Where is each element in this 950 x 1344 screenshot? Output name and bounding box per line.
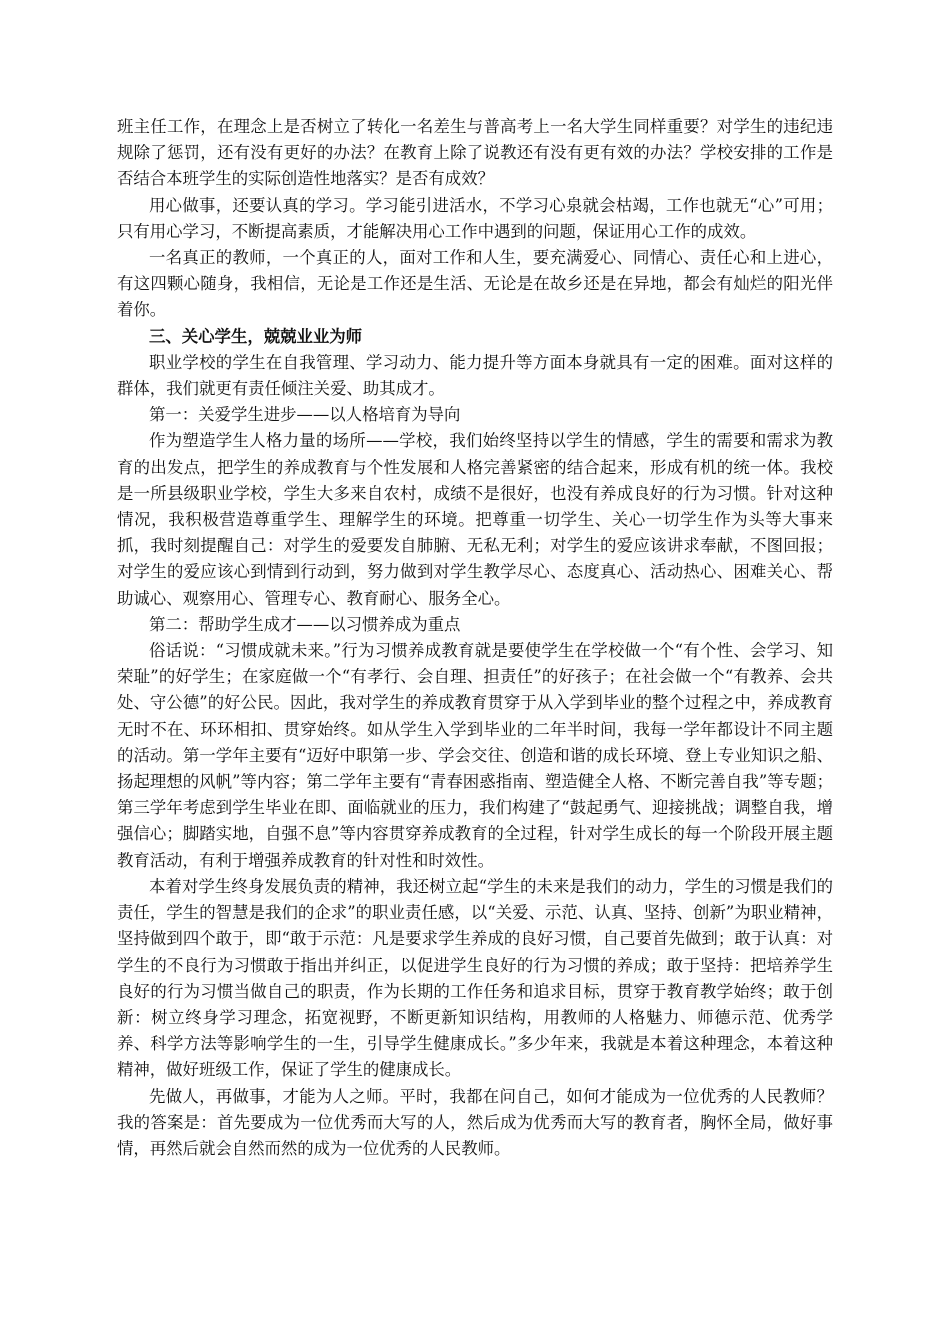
paragraph-personality: 作为塑造学生人格力量的场所——学校，我们始终坚持以学生的情感，学生的需要和需求为教育的出发点，把学生的养成教育与个性发展和人格完善紧密的结合起来，形成有机的统一体。我校是一所县级职业学校，学生大多来自农村，成绩不是很好，也没有养成良好的行为习惯。针对这种情况，我积极营造尊重学生、理解学生的环境。把尊重一切学生、关心一切学生作为头等大事来抓，我时刻提醒自己：对学生的爱要发自肺腑、无私无利；对学生的爱应该讲求奉献，不图回报；对学生的爱应该心到情到行动到，努力做到对学生教学尽心、态度真心、活动热心、困难关心、帮助诚心、观察用心、管理专心、教育耐心、服务全心。	[117, 431, 833, 608]
section-heading: 三、关心学生，兢兢业业为师	[149, 326, 363, 346]
paragraph-responsibility: 本着对学生终身发展负责的精神，我还树立起“学生的未来是我们的动力，学生的习惯是我们的责任，学生的智慧是我们的企求”的职业责任感，以“关爱、示范、认真、坚持、创新”为职业精神，坚持做到四个敢于，即“敢于示范：凡是要求学生养成的良好习惯，自己要首先做到；敢于认真：对学生的不良行为习惯敢于指出并纠正，以促进学生良好的行为习惯的养成；敢于坚持：把培养学生良好的行为习惯当做自己的职责，作为长期的工作任务和追求目标，贯穿于教育教学始终；敢于创新：树立终身学习理念，拓宽视野，不断更新知识结构，用教师的人格魅力、师德示范、优秀学养、科学方法等影响学生的一生，引导学生健康成长。”多少年来，我就是本着这种理念，本着这种精神，做好班级工作，保证了学生的健康成长。	[117, 876, 833, 1080]
subheading-first: 第一：关爱学生进步——以人格培育为导向	[149, 405, 461, 425]
paragraph-intro: 职业学校的学生在自我管理、学习动力、能力提升等方面本身就具有一定的困难。面对这样的群体，我们就更有责任倾注关爱、助其成才。	[117, 352, 833, 399]
paragraph-four-hearts: 一名真正的教师，一个真正的人，面对工作和人生，要充满爱心、同情心、责任心和上进心，有这四颗心随身，我相信，无论是工作还是生活、无论是在故乡还是在异地，都会有灿烂的阳光伴着你。	[117, 248, 833, 320]
paragraph-conclusion: 先做人，再做事，才能为人之师。平时，我都在问自己，如何才能成为一位优秀的人民教师？我的答案是：首先要成为一位优秀而大写的人，然后成为优秀而大写的教育者，胸怀全局，做好事情，再然后就会自然而然的成为一位优秀的人民教师。	[117, 1086, 833, 1158]
paragraph-habits: 俗话说：“习惯成就未来。”行为习惯养成教育就是要使学生在学校做一个“有个性、会学习、知荣耻”的好学生；在家庭做一个“有孝行、会自理、担责任”的好孩子；在社会做一个“有教养、会共处、守公德”的好公民。因此，我对学生的养成教育贯穿于从入学到毕业的整个过程之中，养成教育无时不在、环环相扣、贯穿始终。如从学生入学到毕业的二年半时间，我每一学年都设计不同主题的活动。第一学年主要有“迈好中职第一步、学会交往、创造和谐的成长环境、登上专业知识之船、扬起理想的风帆”等内容；第二学年主要有“青春困惑指南、塑造健全人格、不断完善自我”等专题；第三学年考虑到学生毕业在即、面临就业的压力，我们构建了“鼓起勇气、迎接挑战；调整自我，增强信心；脚踏实地，自强不息”等内容贯穿养成教育的全过程，针对学生成长的每一个阶段开展主题教育活动，有利于增强养成教育的针对性和时效性。	[117, 641, 833, 870]
paragraph-learning: 用心做事，还要认真的学习。学习能引进活水，不学习心泉就会枯竭，工作也就无“心”可用；只有用心学习，不断提高素质，才能解决用心工作中遇到的问题，保证用心工作的成效。	[117, 195, 833, 241]
document-page	[117, 114, 833, 1162]
subheading-second: 第二：帮助学生成才——以习惯养成为重点	[149, 614, 461, 634]
paragraph-continuation: 班主任工作，在理念上是否树立了转化一名差生与普高考上一名大学生同样重要？对学生的违纪违规除了惩罚，还有没有更好的办法？在教育上除了说教还有没有更有效的办法？学校安排的工作是否结合本班学生的实际创造性地落实？是否有成效？	[117, 117, 833, 189]
